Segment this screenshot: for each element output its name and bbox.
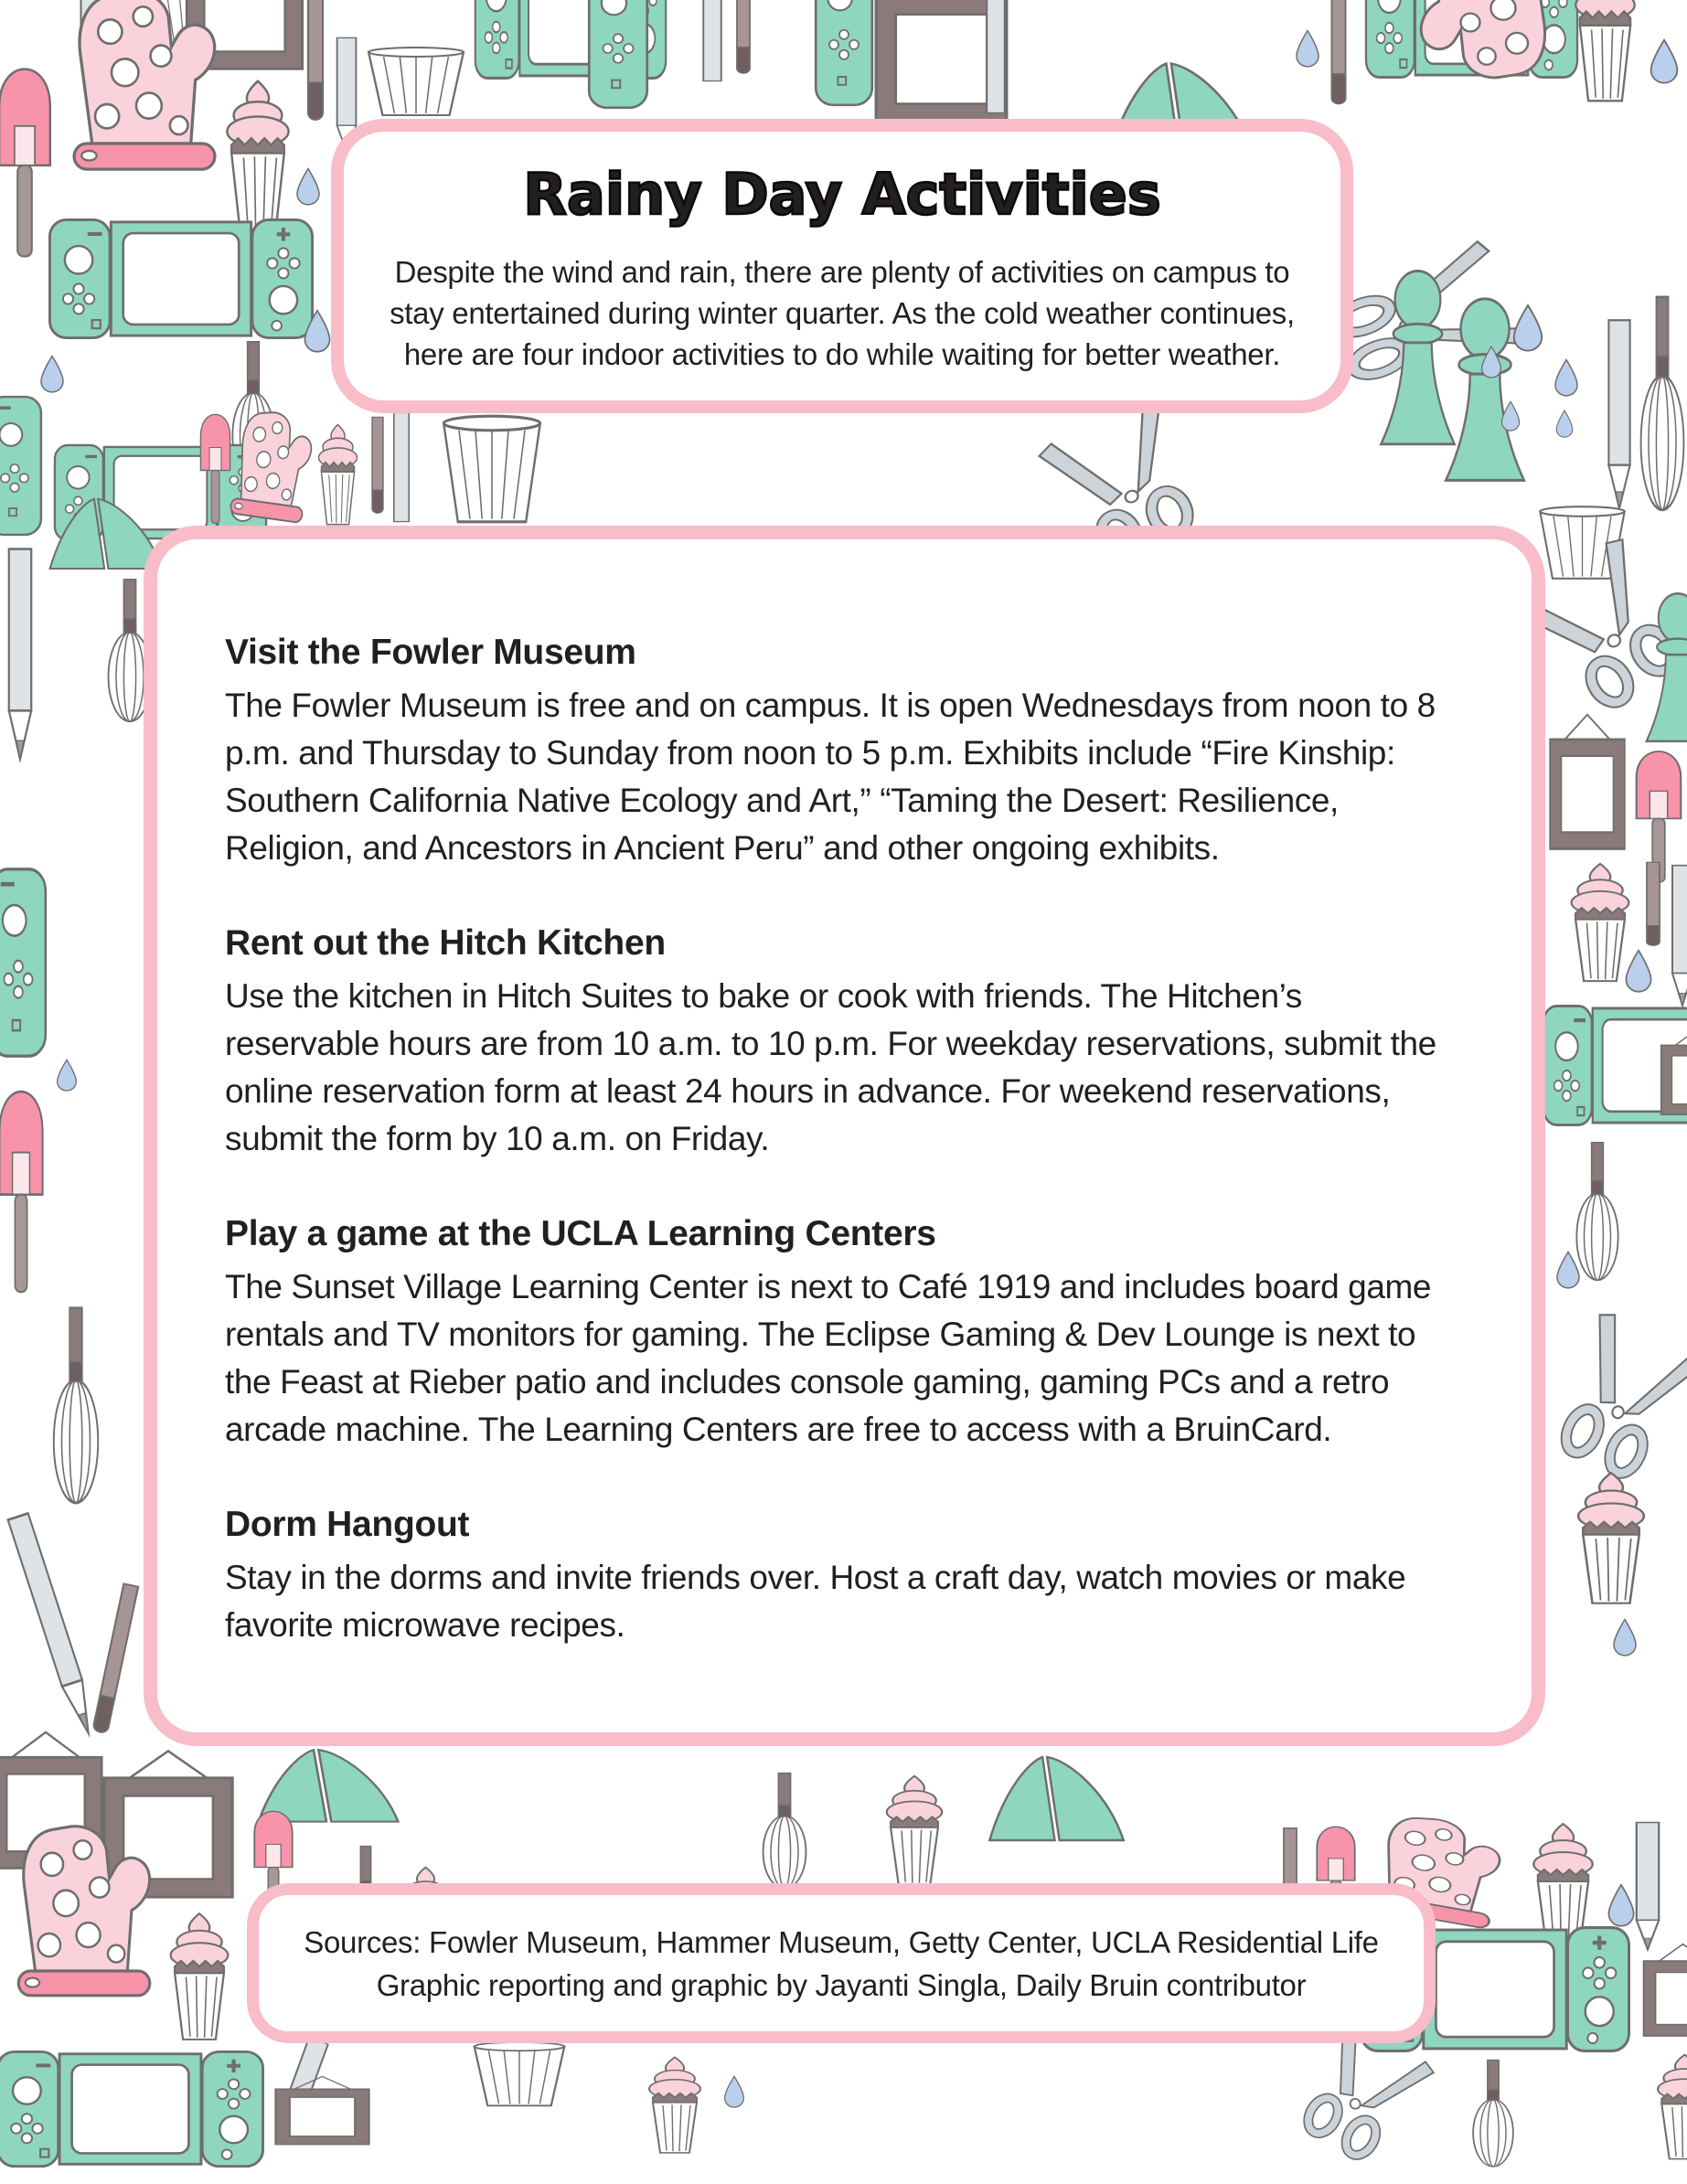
section-heading: Play a game at the UCLA Learning Centers bbox=[225, 1214, 936, 1253]
raindrop-icon bbox=[1611, 1618, 1639, 1657]
raindrop-icon bbox=[1623, 949, 1654, 993]
raindrop-icon bbox=[1648, 38, 1681, 84]
section-heading: Dorm Hangout bbox=[225, 1505, 470, 1544]
ruler-icon bbox=[700, 0, 724, 82]
pencil-icon bbox=[2, 547, 38, 766]
raindrop-icon bbox=[294, 167, 322, 206]
raindrop-icon bbox=[1554, 410, 1575, 438]
paintbrush-icon bbox=[84, 1581, 145, 1747]
paintbrush-icon bbox=[731, 0, 755, 82]
raindrop-icon bbox=[1554, 1251, 1582, 1289]
joycon-icon bbox=[587, 0, 649, 110]
joycon-icon bbox=[0, 395, 43, 537]
sources-card bbox=[247, 1883, 1436, 2043]
section-heading: Visit the Fowler Museum bbox=[225, 633, 636, 672]
picture-frame-icon bbox=[265, 2073, 379, 2147]
cupcake-icon bbox=[865, 1774, 964, 1888]
cupcake-icon bbox=[304, 422, 372, 527]
whisk-icon bbox=[48, 1305, 104, 1507]
section-body: Stay in the dorms and invite friends over. Host a craft day, watch movies or make favorite microwave recipes. bbox=[225, 1559, 1406, 1644]
paintbrush-icon bbox=[368, 416, 388, 521]
cupcake-liner-icon bbox=[362, 46, 470, 119]
section-heading: Rent out the Hitch Kitchen bbox=[225, 923, 666, 963]
section-body: The Fowler Museum is free and on campus. It is open Wednesdays from noon to 8 p.m. and Thursday to Sunday from noon to 5 p.m. Exhibits include “Fire Kinship: Southern California Native Ecology and Art,” “Taming the Desert: Resilience, Religion, and Ancestors in Ancient Peru” and other ongoing exhibits. bbox=[225, 687, 1436, 867]
raindrop-icon bbox=[722, 2075, 746, 2108]
raindrop-icon bbox=[302, 309, 333, 353]
raindrop-icon bbox=[1553, 358, 1580, 397]
title-card bbox=[331, 119, 1353, 413]
raindrop-icon bbox=[1511, 304, 1545, 352]
section-hitch-kitchen bbox=[225, 922, 1464, 1163]
cupcake-icon bbox=[629, 2055, 721, 2156]
raindrop-icon bbox=[1479, 346, 1503, 378]
oven-mitt-icon bbox=[1410, 0, 1561, 82]
joycon-icon bbox=[0, 867, 48, 1059]
cupcake-icon bbox=[148, 1911, 251, 2043]
page-title: Rainy Day Activities bbox=[523, 161, 1161, 228]
paintbrush-icon bbox=[1326, 0, 1351, 114]
whisk-icon bbox=[757, 1772, 812, 1891]
cupcake-icon bbox=[1553, 1470, 1670, 1607]
raindrop-icon bbox=[1294, 29, 1321, 68]
pencil-icon bbox=[1666, 864, 1687, 1010]
pencil-icon bbox=[1629, 1821, 1666, 1954]
content-card bbox=[144, 526, 1545, 1746]
oven-mitt-icon bbox=[62, 0, 227, 183]
ruler-icon bbox=[391, 411, 411, 523]
raindrop-icon bbox=[38, 355, 66, 393]
cake-stand-icon bbox=[980, 1751, 1131, 1851]
ruler-icon bbox=[984, 0, 1008, 114]
picture-frame-icon bbox=[1653, 1026, 1687, 1117]
section-body: The Sunset Village Learning Center is next to Café 1919 and includes board game rentals and TV monitors for gaming. The Eclipse Gaming & Dev Lounge is next to the Feast at Rieber patio and includes console gaming, gaming PCs and a retro arcade machine. The Learning Centers are free to access with a BruinCard. bbox=[225, 1268, 1432, 1448]
paintbrush-icon bbox=[1641, 861, 1665, 953]
cupcake-icon bbox=[1637, 2052, 1687, 2162]
section-body: Use the kitchen in Hitch Suites to bake or cook with friends. The Hitchen’s reservable hours are from 10 a.m. to 10 p.m. For weekday reservations, submit the online reservation form at least 24 hours in advance. For weekend reservations, submit the form by 10 a.m. on Friday. bbox=[225, 977, 1436, 1157]
section-fowler-museum bbox=[225, 631, 1464, 872]
switch-console-icon bbox=[0, 2050, 265, 2168]
credit-line: Graphic reporting and graphic by Jayanti Singla, Daily Bruin contributor bbox=[376, 1967, 1307, 2002]
intro-text: Despite the wind and rain, there are plenty of activities on campus to stay entertained during winter quarter. As the cold weather continues, here are four indoor activities to do while waiting for better weather. bbox=[390, 255, 1295, 371]
whisk-icon bbox=[1468, 2059, 1519, 2168]
cupcake-icon bbox=[203, 78, 313, 238]
section-learning-centers bbox=[225, 1212, 1464, 1454]
picture-frame-icon bbox=[1542, 708, 1633, 853]
whisk-icon bbox=[1635, 294, 1687, 514]
pencil-icon bbox=[1602, 318, 1637, 515]
spatula-icon bbox=[0, 1086, 51, 1296]
picture-frame-icon bbox=[1635, 1940, 1687, 2039]
cupcake-icon bbox=[1553, 0, 1658, 105]
chess-pawn-icon bbox=[1637, 587, 1687, 747]
raindrop-icon bbox=[55, 1059, 79, 1092]
paintbrush-icon bbox=[302, 0, 329, 133]
switch-console-icon bbox=[48, 218, 315, 340]
sources-line: Sources: Fowler Museum, Hammer Museum, Getty Center, UCLA Residential Life bbox=[304, 1924, 1379, 1959]
cupcake-liner-icon bbox=[437, 413, 547, 527]
raindrop-icon bbox=[1500, 400, 1522, 431]
section-dorm-hangout bbox=[225, 1503, 1464, 1649]
oven-mitt-icon bbox=[7, 1821, 161, 2008]
